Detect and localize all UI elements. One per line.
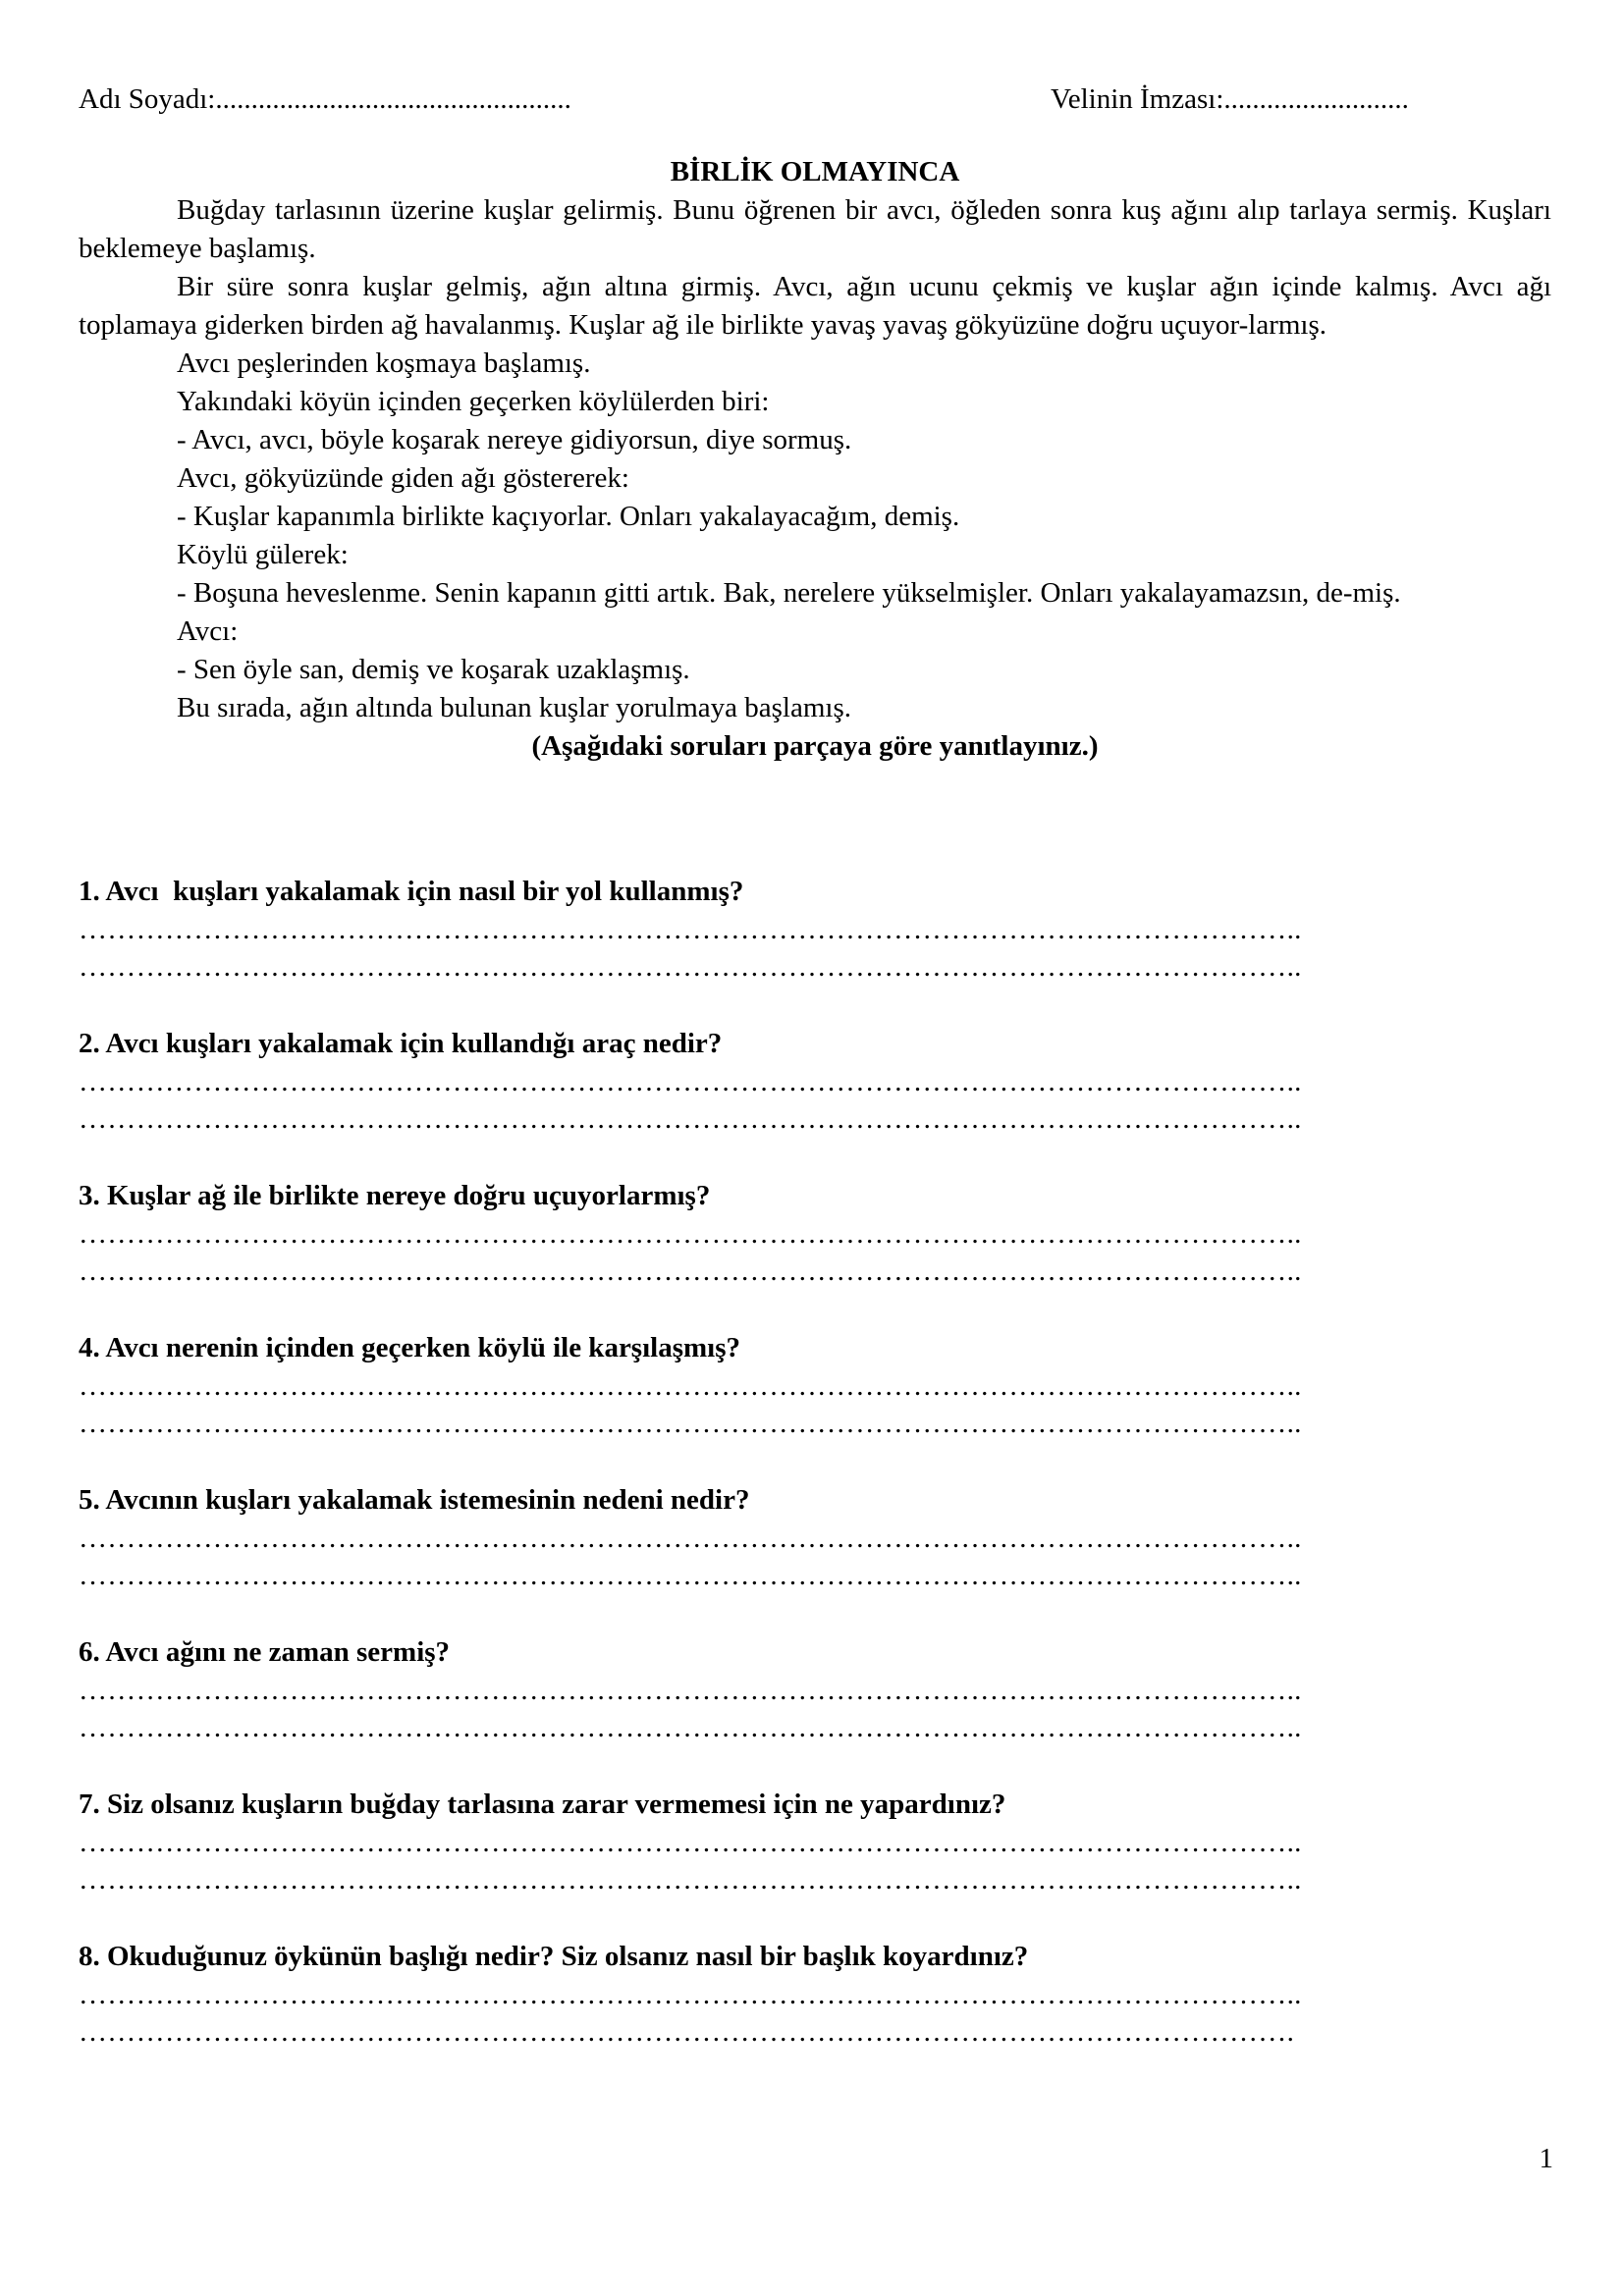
answer-line[interactable]: ……………………………………………………………………………………………………………….. (79, 951, 1302, 983)
story-paragraph: Yakındaki köyün içinden geçerken köylülerden biri: (177, 386, 770, 417)
answer-line[interactable]: ………………………………………………………………………………………………………………. (79, 2016, 1295, 2048)
question-item (79, 1024, 1551, 1176)
story-paragraph: Köylü gülerek: (177, 539, 349, 570)
answer-line[interactable]: ……………………………………………………………………………………………………………….. (79, 1560, 1302, 1591)
question-text: 6. Avcı ağını ne zaman sermiş? (79, 1636, 451, 1668)
answer-line[interactable]: ……………………………………………………………………………………………………………….. (79, 1864, 1302, 1896)
story-paragraph: Buğday tarlasının üzerine kuşlar gelirmiş. Bunu öğrenen bir avcı, öğleden sonra kuş ağını alıp tarlaya sermiş. Kuşları beklemeye başlamış. (79, 194, 1551, 264)
answer-line[interactable]: ……………………………………………………………………………………………………………….. (79, 1408, 1302, 1439)
question-item (79, 872, 1551, 1024)
question-text: 7. Siz olsanız kuşların buğday tarlasına zarar vermemesi için ne yapardınız? (79, 1789, 1006, 1820)
question-item (79, 1632, 1551, 1785)
answer-line[interactable]: ……………………………………………………………………………………………………………….. (79, 1066, 1302, 1097)
story-paragraph: - Sen öyle san, demiş ve koşarak uzaklaşmış. (177, 654, 690, 685)
answer-line[interactable]: ……………………………………………………………………………………………………………….. (79, 1675, 1302, 1706)
answer-line[interactable]: ……………………………………………………………………………………………………………….. (79, 1979, 1302, 2010)
question-list (79, 872, 1551, 2089)
student-name-field[interactable]: Adı Soyadı:.................................................. (79, 83, 571, 115)
page-number: 1 (1539, 2143, 1553, 2174)
question-item (79, 1176, 1551, 1328)
answer-line[interactable]: ……………………………………………………………………………………………………………….. (79, 1103, 1302, 1135)
question-item (79, 1480, 1551, 1632)
question-item (79, 1785, 1551, 1937)
answer-line[interactable]: ……………………………………………………………………………………………………………….. (79, 1370, 1302, 1402)
story-paragraph: - Boşuna heveslenme. Senin kapanın gitti artık. Bak, nerelere yükselmişler. Onları yakalayamazsın, de-miş. (177, 577, 1401, 609)
question-item (79, 1937, 1551, 2089)
parent-signature-field[interactable]: Velinin İmzası:.......................... (1051, 83, 1409, 115)
header (79, 80, 1551, 120)
question-text: 1. Avcı kuşları yakalamak için nasıl bir yol kullanmış? (79, 876, 744, 907)
question-item (79, 1328, 1551, 1480)
answer-line[interactable]: ……………………………………………………………………………………………………………….. (79, 1827, 1302, 1858)
answer-line[interactable]: ……………………………………………………………………………………………………………….. (79, 1218, 1302, 1250)
question-text: 2. Avcı kuşları yakalamak için kullandığı araç nedir? (79, 1028, 723, 1059)
story-paragraph: Avcı peşlerinden koşmaya başlamış. (177, 347, 591, 379)
question-text: 8. Okuduğunuz öykünün başlığı nedir? Siz olsanız nasıl bir başlık koyardınız? (79, 1941, 1029, 1972)
question-text: 3. Kuşlar ağ ile birlikte nereye doğru uçuyorlarmış? (79, 1180, 711, 1211)
answer-line[interactable]: ……………………………………………………………………………………………………………….. (79, 1255, 1302, 1287)
story-paragraph: Bir süre sonra kuşlar gelmiş, ağın altına girmiş. Avcı, ağın ucunu çekmiş ve kuşlar ağın içinde kalmış. Avcı ağı toplamaya giderken birden ağ havalanmış. Kuşlar ağ ile birlikte yavaş yavaş gökyüzüne doğru uçuyor-larmış. (79, 271, 1551, 341)
story-section (79, 153, 1551, 766)
story-paragraph: - Kuşlar kapanımla birlikte kaçıyorlar. Onları yakalayacağım, demiş. (177, 501, 960, 532)
answer-line[interactable]: ……………………………………………………………………………………………………………….. (79, 1522, 1302, 1554)
question-text: 4. Avcı nerenin içinden geçerken köylü ile karşılaşmış? (79, 1332, 740, 1363)
story-paragraph: Bu sırada, ağın altında bulunan kuşlar yorulmaya başlamış. (177, 692, 851, 723)
story-paragraph: Avcı: (177, 615, 239, 647)
story-paragraph: Avcı, gökyüzünde giden ağı göstererek: (177, 462, 629, 494)
question-text: 5. Avcının kuşları yakalamak istemesinin nedeni nedir? (79, 1484, 750, 1516)
story-paragraph: - Avcı, avcı, böyle koşarak nereye gidiyorsun, diye sormuş. (177, 424, 852, 455)
answer-line[interactable]: ……………………………………………………………………………………………………………….. (79, 1712, 1302, 1743)
instruction: (Aşağıdaki soruları parçaya göre yanıtlayınız.) (531, 730, 1099, 762)
story-title: BİRLİK OLMAYINCA (670, 156, 960, 187)
answer-line[interactable]: ……………………………………………………………………………………………………………….. (79, 914, 1302, 945)
